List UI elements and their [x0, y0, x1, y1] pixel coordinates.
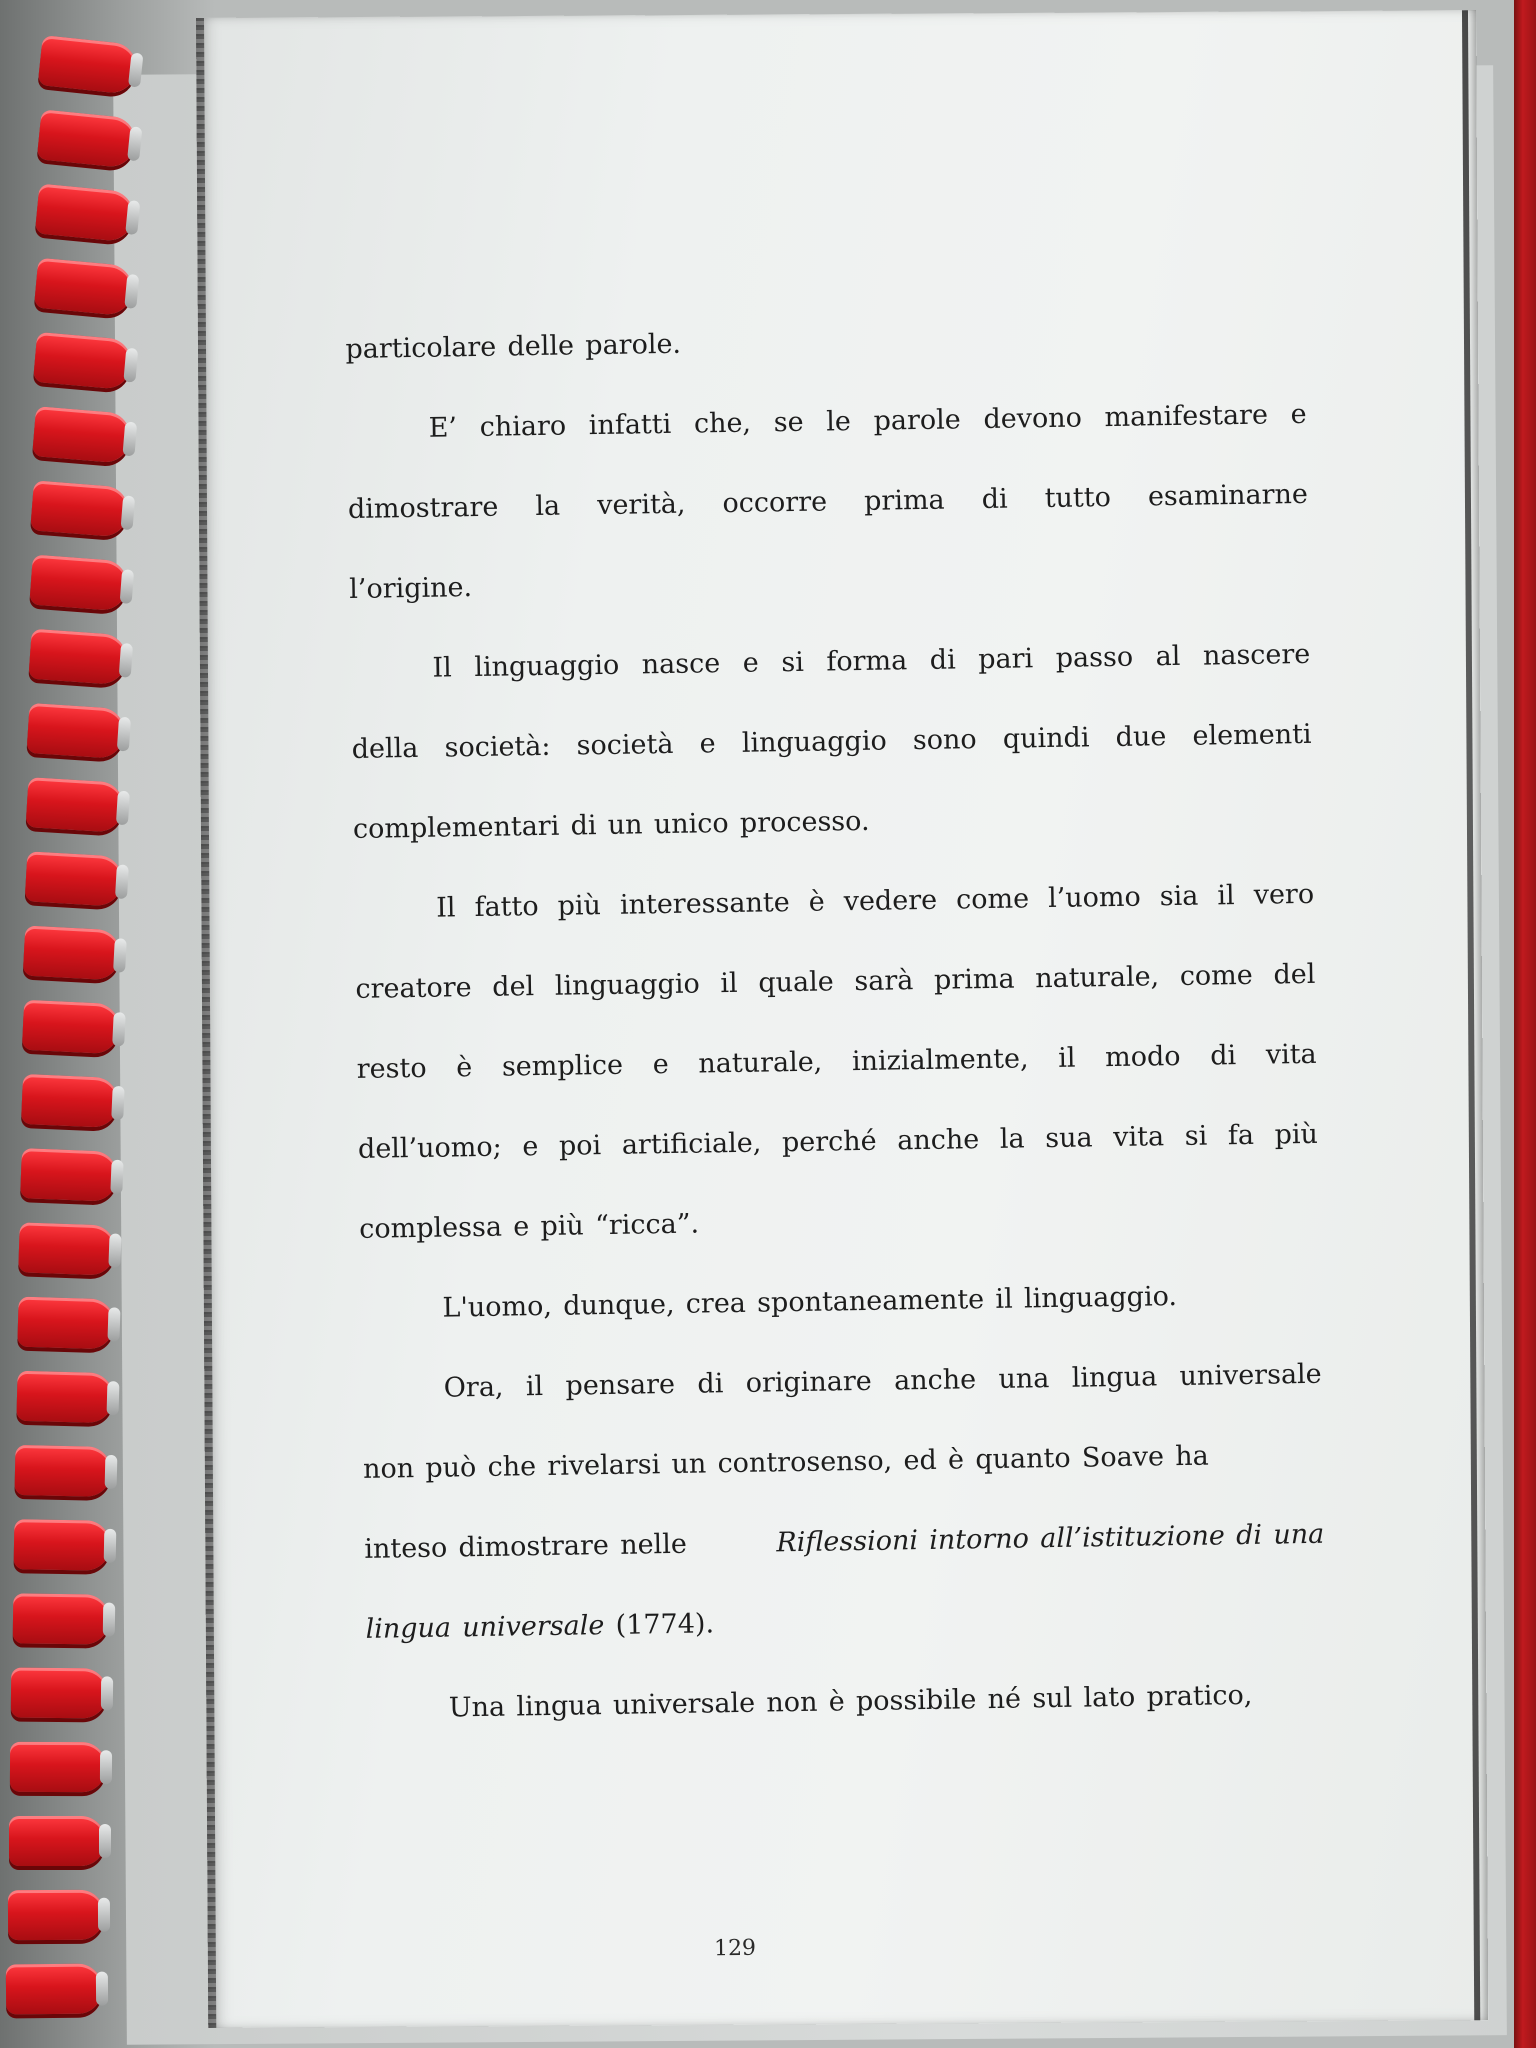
word: di	[929, 644, 956, 676]
word: vedere	[843, 884, 938, 918]
word: resto	[356, 1052, 427, 1085]
paragraph-4-line-0: L'uomo, dunque, crea spontaneamente il linguaggio.	[442, 1281, 1178, 1324]
binding-ring	[27, 703, 126, 759]
binding-ring	[34, 258, 134, 317]
word: poi	[558, 1130, 602, 1162]
word: elementi	[1192, 718, 1312, 752]
text-line	[358, 1105, 1319, 1200]
binding-ring	[10, 1742, 106, 1792]
binding-ring	[30, 480, 130, 537]
word: e	[699, 728, 716, 760]
word: Il	[432, 652, 453, 684]
word: semplice	[501, 1049, 624, 1083]
binding-ring	[14, 1519, 111, 1571]
binding-ring	[21, 1074, 119, 1128]
binding-ring	[26, 777, 125, 833]
binding-ring	[33, 332, 133, 390]
text-line-final	[366, 1665, 1327, 1760]
word: anche	[897, 1124, 980, 1157]
word: di	[981, 483, 1008, 516]
word: e	[652, 1049, 669, 1081]
paragraph-0-line-0: particolare delle parole.	[345, 328, 682, 365]
word: e	[1290, 398, 1307, 431]
binding-ring	[32, 406, 132, 464]
text-line	[349, 545, 1310, 640]
word: più	[1274, 1118, 1319, 1151]
word: modo	[1104, 1040, 1181, 1074]
binding-ring	[35, 184, 135, 243]
red-cover-edge	[1514, 0, 1536, 2048]
word: universale	[1179, 1358, 1322, 1393]
word: naturale,	[698, 1046, 823, 1080]
text-line	[354, 865, 1315, 960]
word: artificiale,	[621, 1127, 762, 1161]
text-line	[359, 1185, 1320, 1280]
word: creatore	[355, 972, 472, 1005]
word: chiaro	[479, 410, 567, 443]
text-line	[351, 705, 1312, 800]
word: le	[826, 406, 852, 438]
italic-title-part-2: lingua universale	[365, 1610, 605, 1645]
word: vero	[1253, 878, 1315, 911]
word: linguaggio	[741, 725, 887, 759]
word: linguaggio	[474, 649, 620, 684]
word: parole	[873, 404, 961, 437]
text-line	[363, 1425, 1324, 1520]
word: manifestare	[1104, 399, 1269, 434]
word: sia	[1159, 880, 1199, 913]
word: fatto	[474, 891, 539, 924]
word: Il	[436, 892, 456, 924]
italic-title-part-1: Riflessioni intorno all’istituzione di una	[776, 1518, 1325, 1559]
text-line	[353, 785, 1314, 880]
italic-line-2-after: (1774).	[604, 1608, 715, 1642]
text-line	[360, 1265, 1321, 1360]
word: quindi	[1002, 722, 1090, 755]
word: il	[1057, 1042, 1076, 1074]
word: prima	[863, 484, 945, 517]
word: sono	[912, 724, 977, 757]
paragraph-list	[345, 305, 1324, 1520]
word: una	[998, 1363, 1050, 1395]
word: originare	[745, 1365, 873, 1399]
word: interessante	[619, 887, 790, 921]
word: E’	[428, 412, 458, 444]
paragraph-1-line-2: l’origine.	[348, 572, 473, 605]
spiral-binding	[0, 40, 150, 2048]
binding-ring	[12, 1593, 109, 1644]
binding-ring	[36, 109, 137, 168]
text-line	[350, 625, 1311, 720]
binding-ring	[11, 1668, 107, 1719]
word: occorre	[722, 486, 828, 520]
word: verità,	[596, 488, 686, 522]
word: dimostrare	[347, 491, 499, 525]
word: lingua	[1071, 1361, 1158, 1394]
word: infatti	[588, 408, 672, 442]
italic-line-1-before: inteso dimostrare nelle	[364, 1528, 688, 1565]
word: sarà	[854, 965, 914, 998]
word: come	[955, 883, 1030, 916]
word: inizialmente,	[851, 1043, 1029, 1078]
word: vita	[1265, 1038, 1317, 1071]
word: anche	[893, 1364, 977, 1397]
text-line	[355, 945, 1316, 1040]
word: la	[535, 490, 561, 523]
text-line-italic-1	[364, 1505, 1325, 1600]
binding-ring	[9, 1816, 105, 1866]
word: se	[773, 406, 804, 439]
word: dell’uomo;	[357, 1131, 502, 1165]
binding-ring	[20, 1148, 118, 1202]
word: tutto	[1044, 481, 1112, 515]
word: due	[1115, 721, 1167, 753]
binding-ring	[28, 629, 127, 686]
binding-ring	[15, 1445, 112, 1497]
word: quale	[758, 966, 834, 999]
word: il	[1217, 880, 1235, 912]
word: la	[999, 1123, 1025, 1155]
text-line	[361, 1345, 1322, 1440]
word: del	[1273, 958, 1316, 991]
binding-ring	[18, 1222, 116, 1275]
word: di	[697, 1368, 724, 1400]
word: il	[720, 967, 738, 1000]
binding-ring	[7, 1890, 103, 1940]
word: pari	[978, 643, 1034, 676]
word: è	[808, 886, 825, 918]
word: il	[525, 1371, 544, 1403]
word: passo	[1055, 641, 1134, 674]
word: come	[1179, 959, 1254, 992]
text-line	[345, 305, 1306, 400]
paragraph-5-line-1: non può che rivelarsi un controsenso, ed è quanto Soave ha	[362, 1440, 1209, 1485]
word: forma	[826, 645, 908, 678]
word: nasce	[641, 648, 721, 681]
word: perché	[781, 1125, 877, 1159]
text-line-italic-2	[365, 1585, 1326, 1680]
page-number: 129	[713, 1935, 757, 1962]
paragraph-2-line-2: complementari di un unico processo.	[352, 805, 870, 845]
word: più	[557, 890, 602, 922]
word: fa	[1227, 1119, 1255, 1152]
binding-ring	[17, 1297, 114, 1350]
word: nascere	[1202, 638, 1311, 672]
binding-ring	[22, 1000, 120, 1055]
word: che,	[693, 407, 752, 440]
word: del	[492, 971, 535, 1003]
word: società:	[444, 730, 551, 764]
paragraph-3-line-4: complessa e più “ricca”.	[359, 1208, 700, 1245]
word: e	[522, 1131, 539, 1163]
binding-ring	[29, 555, 128, 612]
word: è	[456, 1052, 473, 1084]
word: devono	[983, 402, 1083, 435]
word: di	[1209, 1040, 1237, 1072]
text-line	[346, 385, 1307, 480]
word: al	[1155, 640, 1181, 673]
word: prima	[933, 963, 1015, 996]
word: l’uomo	[1047, 881, 1142, 915]
text-line	[356, 1025, 1317, 1120]
word: pensare	[565, 1368, 676, 1402]
binding-ring	[38, 35, 139, 95]
word: si	[1184, 1120, 1208, 1152]
binding-ring	[23, 926, 121, 981]
binding-ring	[24, 851, 123, 906]
word: naturale,	[1034, 961, 1160, 995]
word: linguaggio	[554, 968, 700, 1002]
word: si	[781, 646, 805, 679]
binding-ring	[16, 1371, 113, 1423]
word: della	[351, 732, 419, 765]
word: società	[576, 728, 674, 762]
word: Ora,	[443, 1371, 504, 1404]
final-paragraph-line: Una lingua universale non è possibile né sul lato pratico,	[448, 1679, 1253, 1724]
page-body-text	[345, 305, 1328, 1760]
word: sua	[1045, 1122, 1093, 1155]
word: vita	[1113, 1121, 1165, 1154]
word: e	[742, 647, 760, 679]
text-line	[348, 465, 1309, 560]
binding-ring	[6, 1964, 102, 2015]
word: esaminarne	[1147, 478, 1309, 513]
